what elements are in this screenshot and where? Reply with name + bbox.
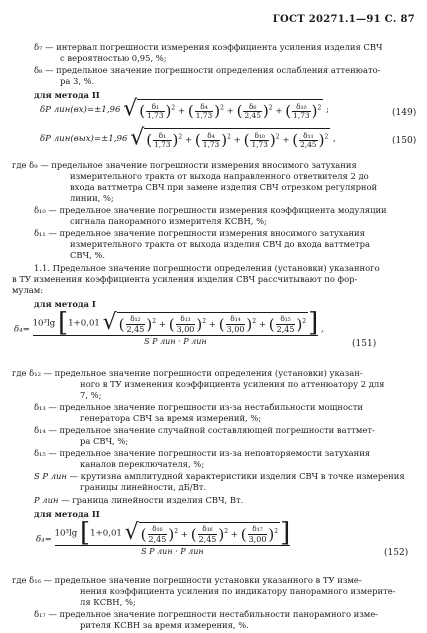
delta13-text1: — предельное значение погрешности из-за нестабильности мощности <box>45 402 363 412</box>
eq152-prefix: 10³lg <box>54 528 78 539</box>
delta11-text1: — предельное значение погрешности измерения вносимого затухания <box>45 228 365 238</box>
delta8-line1 <box>34 65 380 75</box>
delta8-text: — предельное значение погрешности определения ослабления аттенюато- <box>42 65 381 75</box>
eq151-t1-den: 2,45 <box>126 325 145 334</box>
where12-lead: где δ₁₂ <box>12 368 41 378</box>
eq149-t2-num: δ₄ <box>195 103 213 112</box>
plin-line <box>34 495 243 505</box>
eq152-fraction <box>54 518 291 556</box>
delta13-line2: генератора СВЧ за время измерений, %; <box>80 413 262 423</box>
delta7-text: — интервал погрешности измерения коэффициента усиления изделия СВЧ <box>42 42 383 52</box>
eq152-denominator: S P лин · P лин <box>141 547 204 556</box>
eq151-t3-den: 3,00 <box>226 325 245 334</box>
equation-152 <box>36 518 291 556</box>
eq149-lhs: δP лин(вх)=±1,96 <box>40 105 121 115</box>
delta14-line2: ра СВЧ, %; <box>80 436 129 446</box>
eq151-numerator: 10³lg [1+0,01 √ ( $\frac{\text{δ₁₂}}{2,45}$ )$^2$ + ( $\frac{\text{δ₁₃}}{3,00}$ )$^2$ + ( $\frac{\text{δ₁₄}}{3,00}$ )$^2$ + ( $\frac{\text{δ₁₅}}{2,45}$ )$^2$] <box>32 308 319 338</box>
eq149-number: (149) <box>392 108 417 118</box>
eq150-lhs: δP лин(вых)=±1,96 <box>40 134 128 144</box>
eq151-fraction <box>32 308 319 346</box>
where9-lead: где δ₉ <box>12 160 38 170</box>
eq149-t1-num: δ₁ <box>146 103 164 112</box>
method2b-title: для метода II <box>34 509 100 519</box>
where16-line2: нения коэффициента усиления по индикатору панорамного измерите- <box>80 586 396 596</box>
eq152-t3-den: 3,00 <box>248 535 267 544</box>
eq152-t2-num: δ₁₆ <box>198 525 218 535</box>
eq150-radicand: ( $\frac{\text{δ₁}}{1,73}$ )$^2$ + ( $\frac{\text{δ₄}}{1,73}$ )$^2$ + ( $\frac{\text{δ₁₀}}{1,73}$ )$^2$ + ( $\frac{\text{δ₁₁}}{2,45}$ )$^2$ <box>144 128 330 149</box>
eq151-t3-num: δ₁₄ <box>226 315 246 325</box>
eq151-t2-den: 3,00 <box>176 325 195 334</box>
eq149-t4-num: δ₁₀ <box>292 103 310 112</box>
where9-line3: входа ваттметра СВЧ при замене изделия СВЧ отрезком регулярной <box>70 182 378 192</box>
delta7-line2: с вероятностью 0,95, %; <box>60 53 167 63</box>
eq151-t1-num: δ₁₂ <box>126 315 146 325</box>
eq152-inner: 1+0,01 <box>90 528 122 539</box>
eq150-t1-num: δ₁ <box>153 132 171 141</box>
spl-line2: границы линейности, дБ/Вт. <box>80 482 207 492</box>
eq152-number: (152) <box>384 548 409 558</box>
eq149-radicand: ( $\frac{\text{δ₁}}{1,73}$ )$^2$ + ( $\frac{\text{δ₄}}{1,73}$ )$^2$ + ( $\frac{\text{δ₆}}{2,45}$ )$^2$ + ( $\frac{\text{δ₁₀}}{1,73}$ )$^2$ <box>137 99 323 120</box>
where9-line1 <box>12 160 357 170</box>
eq152-t1-num: δ₁₆ <box>148 525 168 535</box>
eq151-inner: 1+0,01 <box>68 318 100 329</box>
delta10-line2: сигнала панорамного измерителя КСВН, %; <box>70 216 267 226</box>
eq150-number: (150) <box>392 136 417 146</box>
eq150-t4-den: 2,45 <box>300 139 317 149</box>
where12-line3: 7, %; <box>80 390 102 400</box>
eq152-radicand: ( $\frac{\text{δ₁₆}}{2,45}$ )$^2$ + ( $\frac{\text{δ₁₆}}{2,45}$ )$^2$ + ( $\frac{\text{δ₁₇}}{3,00}$ )$^2$ <box>140 524 279 544</box>
eq149-t2-den: 1,73 <box>195 110 213 120</box>
para11-line3: мулам: <box>12 285 44 295</box>
delta13-symbol: δ₁₃ <box>34 402 46 412</box>
delta11-line1 <box>34 228 365 238</box>
eq151-number: (151) <box>352 339 377 349</box>
eq151-denominator: S P лин · P лин <box>144 337 207 346</box>
eq150-t3-den: 1,73 <box>251 139 268 149</box>
where12-line2: ного в ТУ изменения коэффициента усиления по аттенюатору 2 для <box>80 379 385 389</box>
where9-text1: — предельное значение погрешности измерения вносимого затухания <box>37 160 357 170</box>
eq149-t4-den: 1,73 <box>293 110 310 120</box>
delta17-line2: рителя КСВН за время измерения, %. <box>80 620 249 630</box>
eq151-prefix: 10³lg <box>32 318 56 329</box>
eq152-t1-den: 2,45 <box>148 535 167 544</box>
page-header: ГОСТ 20271.1—91 С. 87 <box>272 14 415 25</box>
eq150-t2-num: δ₄ <box>202 132 220 141</box>
where16-lead: где δ₁₆ <box>12 575 41 585</box>
equation-150: δP лин(вых)=±1,96 √ ( $\frac{\text{δ₁}}{1,73}$ )$^2$ + ( $\frac{\text{δ₄}}{1,73}$ )$^2$ + ( $\frac{\text{δ₁₀}}{1,73}$ )$^2$ + ( $\frac{\text{δ₁₁}}{2,45}$ )$^2$ , <box>40 125 336 151</box>
eq149-t1-den: 1,73 <box>147 110 164 120</box>
delta7-line1 <box>34 42 382 52</box>
delta15-symbol: δ₁₅ <box>34 448 46 458</box>
delta10-line1 <box>34 205 387 215</box>
where9-line4: линии, %; <box>70 193 114 203</box>
para11-line1: 1.1. Предельное значение погрешности определения (установки) указанного <box>34 263 380 273</box>
eq152-t3-num: δ₁₇ <box>248 525 268 535</box>
delta7-symbol: δ₇ <box>34 42 43 52</box>
delta10-text1: — предельное значение погрешности измерения коэффициента модуляции <box>45 205 387 215</box>
delta11-symbol: δ₁₁ <box>34 228 46 238</box>
delta11-line3: СВЧ, %. <box>70 250 105 260</box>
delta15-line1 <box>34 448 370 458</box>
delta11-line2: измерительного тракта от выхода изделия СВЧ до входа ваттметра <box>70 239 370 249</box>
where16-text1: — предельное значение погрешности установки указанного в ТУ изме- <box>40 575 362 585</box>
delta15-line2: каналов переключателя, %; <box>80 459 205 469</box>
where9-line2: измерительного тракта от выхода направленного ответвителя 2 до <box>70 171 369 181</box>
plin-symbol: P лин <box>34 495 59 505</box>
eq150-t1-den: 1,73 <box>154 139 171 149</box>
eq152-lhs: δ₄= <box>36 534 52 545</box>
eq151-radicand: ( $\frac{\text{δ₁₂}}{2,45}$ )$^2$ + ( $\frac{\text{δ₁₃}}{3,00}$ )$^2$ + ( $\frac{\text{δ₁₄}}{3,00}$ )$^2$ + ( $\frac{\text{δ₁₅}}{2,45}$ )$^2$ <box>118 314 307 334</box>
plin-text: — граница линейности изделия СВЧ, Вт. <box>58 495 244 505</box>
delta10-symbol: δ₁₀ <box>34 205 46 215</box>
where16-line1 <box>12 575 362 585</box>
delta14-symbol: δ₁₄ <box>34 425 46 435</box>
delta8-line2: ра 3, %. <box>60 76 95 86</box>
delta17-text1: — предельное значение погрешности нестабильности панорамного изме- <box>45 609 379 619</box>
eq150-t3-num: δ₁₀ <box>250 132 268 141</box>
where16-line3: ля КСВН, %; <box>80 597 136 607</box>
para11-line2: в ТУ изменения коэффициента усиления изделия СВЧ рассчитывают по фор- <box>12 274 358 284</box>
eq151-t4-num: δ₁₅ <box>276 315 296 325</box>
equation-149: δP лин(вх)=±1,96 √ ( $\frac{\text{δ₁}}{1,73}$ )$^2$ + ( $\frac{\text{δ₄}}{1,73}$ )$^2$ + ( $\frac{\text{δ₆}}{2,45}$ )$^2$ + ( $\frac{\text{δ₁₀}}{1,73}$ )$^2$ ; <box>40 96 329 122</box>
delta14-line1 <box>34 425 375 435</box>
eq151-t4-den: 2,45 <box>276 325 295 334</box>
delta17-line1 <box>34 609 378 619</box>
delta13-line1 <box>34 402 363 412</box>
delta15-text1: — предельное значение погрешности из-за неповторяемости затухания <box>45 448 371 458</box>
equation-151: δ₄= 10³lg [1+0,01 √ ( $\frac{\text{δ₁₂}}{2,45}$ )$^2$ + ( $\frac{\text{δ₁₃}}{3,00}$ )$^2$ + ( $\frac{\text{δ₁₄}}{3,00}$ )$^2$ + ( $\frac{\text{δ₁₅}}{2,45}$ )$^2$] S P лин · P лин , <box>14 308 324 346</box>
where12-line1 <box>12 368 363 378</box>
eq150-t2-den: 1,73 <box>202 139 220 149</box>
eq149-t3-num: δ₆ <box>243 103 261 112</box>
eq152-numerator: 10³lg [1+0,01 √ ( $\frac{\text{δ₁₆}}{2,45}$ )$^2$ + ( $\frac{\text{δ₁₆}}{2,45}$ )$^2$ + ( $\frac{\text{δ₁₇}}{3,00}$ )$^2$] <box>54 518 291 548</box>
delta8-symbol: δ₈ <box>34 65 43 75</box>
eq150-t4-num: δ₁₁ <box>299 132 317 141</box>
delta17-symbol: δ₁₇ <box>34 609 46 619</box>
eq151-t2-num: δ₁₃ <box>176 315 196 325</box>
spl-line1 <box>34 471 405 481</box>
where12-text1: — предельное значение погрешности определения (установки) указан- <box>40 368 363 378</box>
delta14-text1: — предельное значение случайной составляющей погрешности ваттмет- <box>45 425 375 435</box>
method2-title: для метода II <box>34 90 100 100</box>
eq149-t3-den: 2,45 <box>244 110 261 120</box>
eq151-lhs: δ₄= <box>14 324 30 335</box>
spl-symbol: S P лин <box>34 471 67 481</box>
eq152-t2-den: 2,45 <box>198 535 217 544</box>
spl-text1: — крутизна амплитудной характеристики изделия СВЧ в точке измерения <box>66 471 405 481</box>
method1-title: для метода I <box>34 299 96 309</box>
